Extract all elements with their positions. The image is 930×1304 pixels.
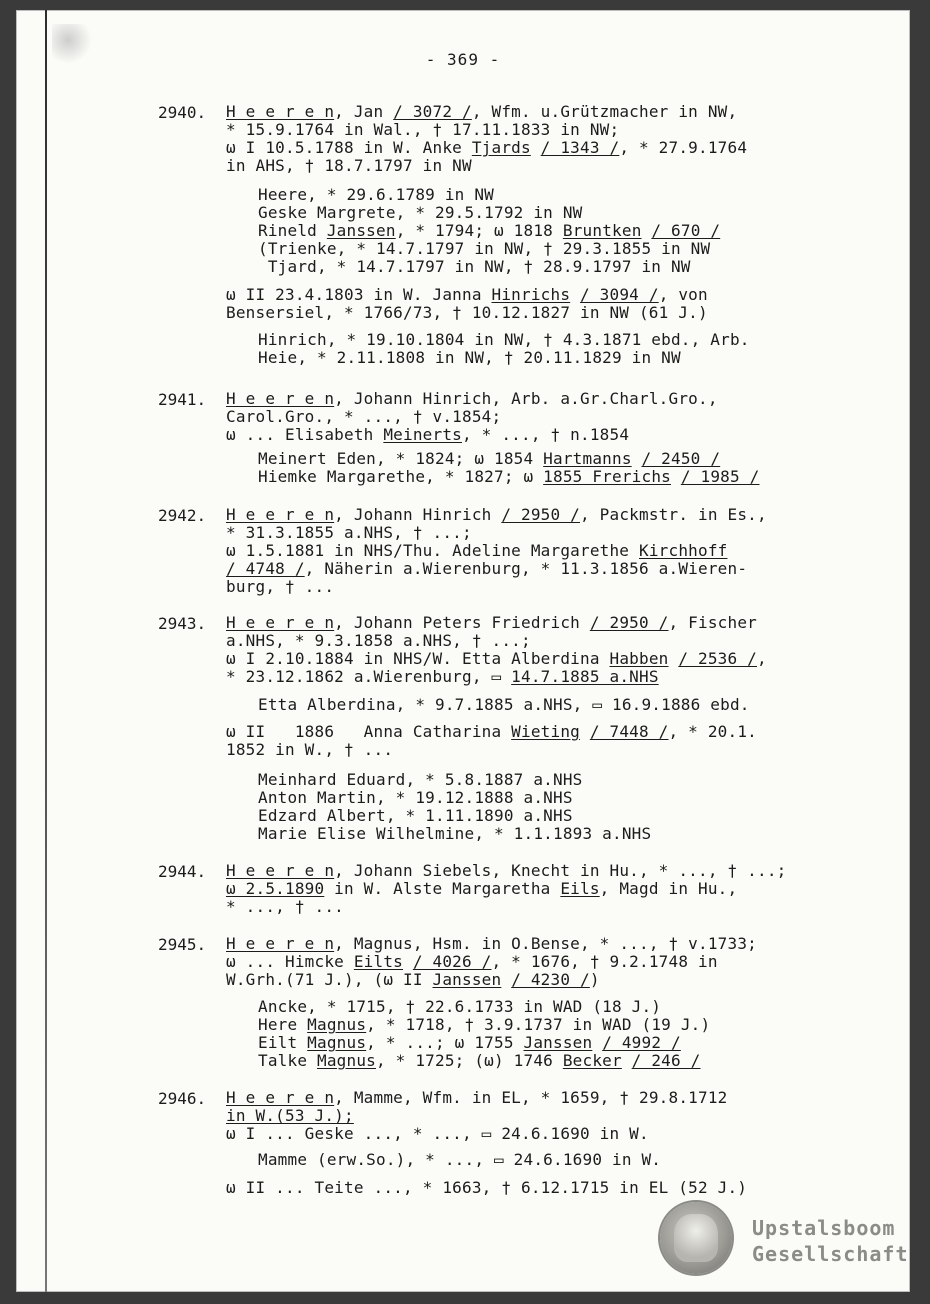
underlined-text: Magnus: [317, 1051, 376, 1070]
text-segment: Hiemke Margarethe, * 1827; ω: [258, 467, 544, 486]
child-line: [258, 1052, 701, 1070]
underlined-text: / 3094 /: [580, 285, 659, 304]
entry-line: [226, 953, 718, 971]
child-line: [258, 1034, 681, 1052]
entry-line: [226, 971, 600, 989]
text-segment: Heere, * 29.6.1789 in NW: [258, 185, 494, 204]
text-segment: [671, 467, 681, 486]
underlined-text: 14.7.1885 a.NHS: [511, 667, 659, 686]
entry-line: [226, 304, 708, 322]
text-segment: [668, 649, 678, 668]
text-segment: , Johann Hinrich: [334, 505, 502, 524]
entry-line: [226, 650, 767, 668]
text-segment: W.Grh.(71 J.), (ω II: [226, 970, 433, 989]
text-segment: Tjard, * 14.7.1797 in NW, † 28.9.1797 in NW: [258, 257, 691, 276]
underlined-text: Eils: [560, 879, 600, 898]
document-page: [16, 10, 910, 1292]
entry-line: [226, 1107, 354, 1125]
text-segment: ω ... Himcke: [226, 952, 354, 971]
entry-line: [226, 935, 757, 953]
entry-line: [226, 157, 472, 175]
text-segment: Carol.Gro., * ..., † v.1854;: [226, 407, 502, 426]
text-segment: ω II 23.4.1803 in W. Janna: [226, 285, 492, 304]
entry-line: [226, 632, 531, 650]
text-segment: [531, 138, 541, 157]
underlined-text: H e e r e n: [226, 1088, 335, 1107]
text-segment: , Jan: [334, 102, 394, 121]
text-segment: [622, 1051, 632, 1070]
underlined-text: Eilts: [353, 952, 403, 971]
underlined-text: / 2536 /: [678, 649, 757, 668]
text-segment: Meinert Eden, * 1824; ω 1854: [258, 449, 544, 468]
entry-line: [226, 524, 472, 542]
text-segment: [632, 449, 642, 468]
text-segment: ω II 1886 Anna Catharina: [226, 722, 512, 741]
entry-line: [226, 862, 786, 880]
text-segment: ω I ... Geske ..., * ..., ▭ 24.6.1690 in W.: [226, 1124, 649, 1143]
underlined-text: H e e r e n: [226, 861, 335, 880]
text-segment: , * 1718, † 3.9.1737 in WAD (19 J.): [366, 1015, 711, 1034]
entry-line: [226, 103, 737, 121]
child-line: [258, 222, 720, 240]
child-line: [258, 450, 720, 468]
text-segment: [592, 1033, 602, 1052]
underlined-text: / 2950 /: [501, 505, 581, 524]
entry-line: [226, 898, 344, 916]
text-segment: Etta Alberdina, * 9.7.1885 a.NHS, ▭ 16.9.1886 ebd.: [258, 695, 750, 714]
text-segment: , * ...; ω 1755: [366, 1033, 524, 1052]
child-line: [258, 1151, 661, 1169]
text-segment: , Packmstr. in Es.,: [580, 505, 767, 524]
text-segment: * 15.9.1764 in Wal., † 17.11.1833 in NW;: [226, 120, 620, 139]
society-seal-icon: [660, 1202, 732, 1274]
text-segment: Mamme (erw.So.), * ..., ▭ 24.6.1690 in W.: [258, 1150, 662, 1169]
underlined-text: H e e r e n: [226, 505, 335, 524]
text-segment: (Trienke, * 14.7.1797 in NW, † 29.3.1855 in NW: [258, 239, 711, 258]
text-segment: Edzard Albert, * 1.11.1890 a.NHS: [258, 806, 573, 825]
child-line: [258, 258, 691, 276]
entry-line: [226, 139, 747, 157]
entry-line: [226, 542, 727, 560]
text-segment: * 31.3.1855 a.NHS, † ...;: [226, 523, 472, 542]
child-line: [258, 771, 582, 789]
text-segment: Eilt: [258, 1033, 308, 1052]
text-segment: , * 20.1.: [668, 722, 758, 741]
text-segment: ω II ... Teite ..., * 1663, † 6.12.1715 in EL (52 J.): [226, 1178, 748, 1197]
text-segment: , * ..., † n.1854: [462, 425, 630, 444]
underlined-text: / 4230 /: [511, 970, 590, 989]
text-segment: Bensersiel, * 1766/73, † 10.12.1827 in NW (61 J.): [226, 303, 708, 322]
underlined-text: / 1985 /: [680, 467, 760, 486]
text-segment: Here: [258, 1015, 308, 1034]
entry-number: 2944.: [158, 862, 207, 881]
underlined-text: / 4748 /: [226, 559, 305, 578]
text-segment: in W. Alste Margaretha: [324, 879, 561, 898]
underlined-text: H e e r e n: [226, 389, 335, 408]
text-segment: a.NHS, * 9.3.1858 a.NHS, † ...;: [226, 631, 531, 650]
entry-number: 2940.: [158, 103, 207, 122]
text-segment: ω I 2.10.1884 in NHS/W. Etta Alberdina: [226, 649, 610, 668]
underlined-text: Wieting: [511, 722, 580, 741]
text-segment: Geske Margrete, * 29.5.1792 in NW: [258, 203, 583, 222]
underlined-text: H e e r e n: [226, 102, 335, 121]
text-segment: [403, 952, 413, 971]
entry-line: [226, 578, 334, 596]
entry-line: [226, 560, 747, 578]
text-segment: ): [589, 970, 600, 989]
text-segment: Marie Elise Wilhelmine, * 1.1.1893 a.NHS: [258, 824, 652, 843]
underlined-text: / 2950 /: [589, 613, 669, 632]
child-line: [258, 204, 582, 222]
text-segment: Heie, * 2.11.1808 in NW, † 20.11.1829 in NW: [258, 348, 681, 367]
text-segment: [580, 722, 590, 741]
text-segment: ω ... Elisabeth: [226, 425, 384, 444]
child-line: [258, 789, 573, 807]
watermark-line-2: Gesellschaft: [752, 1242, 909, 1266]
text-segment: , Magnus, Hsm. in O.Bense, * ..., † v.1733;: [334, 934, 757, 953]
underlined-text: Janssen: [432, 970, 502, 989]
underlined-text: Meinerts: [383, 425, 462, 444]
underlined-text: Kirchhoff: [638, 541, 728, 560]
text-segment: ω 1.5.1881 in NHS/Thu. Adeline Margarethe: [226, 541, 639, 560]
child-line: [258, 696, 750, 714]
underlined-text: 1855 Frerichs: [543, 467, 671, 486]
text-segment: , Johann Hinrich, Arb. a.Gr.Charl.Gro.,: [334, 389, 718, 408]
entry-number: 2946.: [158, 1089, 207, 1108]
entry-number: 2942.: [158, 506, 207, 525]
entry-number: 2943.: [158, 614, 207, 633]
entry-line: [226, 506, 767, 524]
entry-line: [226, 741, 393, 759]
text-segment: , Fischer: [668, 613, 757, 632]
text-segment: , * 1725; (ω) 1746: [376, 1051, 563, 1070]
entry-line: [226, 723, 757, 741]
child-line: [258, 807, 573, 825]
text-segment: burg, † ...: [226, 577, 335, 596]
entry-line: [226, 668, 659, 686]
underlined-text: / 4026 /: [412, 952, 492, 971]
text-segment: , von: [658, 285, 708, 304]
underlined-text: / 1343 /: [540, 138, 620, 157]
text-segment: Ancke, * 1715, † 22.6.1733 in WAD (18 J.): [258, 997, 662, 1016]
underlined-text: Becker: [562, 1051, 622, 1070]
entry-line: [226, 408, 501, 426]
text-segment: , Johann Siebels, Knecht in Hu., * ..., † ...;: [334, 861, 787, 880]
entry-number: 2945.: [158, 935, 207, 954]
underlined-text: / 670 /: [651, 221, 721, 240]
entry-line: [226, 1089, 727, 1107]
entry-line: [226, 1125, 649, 1143]
underlined-text: Magnus: [307, 1033, 367, 1052]
underlined-text: Janssen: [326, 221, 396, 240]
child-line: [258, 186, 494, 204]
entry-line: [226, 426, 629, 444]
entry-line: [226, 121, 619, 139]
underlined-text: Bruntken: [562, 221, 642, 240]
underlined-text: H e e r e n: [226, 934, 335, 953]
underlined-text: in W.(53 J.);: [226, 1106, 354, 1125]
child-line: [258, 825, 651, 843]
text-segment: [501, 970, 511, 989]
child-line: [258, 331, 750, 349]
underlined-text: / 4992 /: [602, 1033, 681, 1052]
text-segment: * ..., † ...: [226, 897, 344, 916]
text-segment: [642, 221, 652, 240]
underlined-text: / 2450 /: [641, 449, 721, 468]
text-segment: Anton Martin, * 19.12.1888 a.NHS: [258, 788, 573, 807]
child-line: [258, 349, 681, 367]
text-segment: , Näherin a.Wierenburg, * 11.3.1856 a.Wieren-: [304, 559, 748, 578]
text-segment: Rineld: [258, 221, 327, 240]
text-segment: Talke: [258, 1051, 317, 1070]
underlined-text: Magnus: [307, 1015, 367, 1034]
text-segment: [570, 285, 580, 304]
text-segment: Meinhard Eduard, * 5.8.1887 a.NHS: [258, 770, 583, 789]
child-line: [258, 998, 661, 1016]
text-segment: , * 27.9.1764: [619, 138, 748, 157]
underlined-text: Hinrichs: [491, 285, 571, 304]
underlined-text: ω 2.5.1890: [226, 879, 325, 898]
watermark-line-1: Upstalsboom: [752, 1216, 896, 1240]
text-segment: , * 1794; ω 1818: [395, 221, 563, 240]
text-segment: , Johann Peters Friedrich: [334, 613, 590, 632]
child-line: [258, 468, 760, 486]
underlined-text: / 3072 /: [393, 102, 472, 121]
underlined-text: H e e r e n: [226, 613, 335, 632]
page-number: - 369 -: [425, 50, 501, 69]
entry-line: [226, 286, 708, 304]
entry-line: [226, 390, 718, 408]
entry-line: [226, 1179, 747, 1197]
text-segment: * 23.12.1862 a.Wierenburg, ▭: [226, 667, 512, 686]
text-segment: , Mamme, Wfm. in EL, * 1659, † 29.8.1712: [334, 1088, 728, 1107]
underlined-text: / 7448 /: [589, 722, 669, 741]
text-segment: , Magd in Hu.,: [599, 879, 738, 898]
text-segment: 1852 in W., † ...: [226, 740, 394, 759]
child-line: [258, 240, 710, 258]
text-segment: , Wfm. u.Grützmacher in NW,: [471, 102, 738, 121]
underlined-text: / 246 /: [631, 1051, 701, 1070]
text-segment: in AHS, † 18.7.1797 in NW: [226, 156, 472, 175]
entry-line: [226, 614, 757, 632]
text-segment: ω I 10.5.1788 in W. Anke: [226, 138, 472, 157]
underlined-text: Habben: [609, 649, 669, 668]
underlined-text: Hartmanns: [543, 449, 632, 468]
text-segment: Hinrich, * 19.10.1804 in NW, † 4.3.1871 ebd., Arb.: [258, 330, 750, 349]
entry-line: [226, 880, 737, 898]
child-line: [258, 1016, 710, 1034]
underlined-text: Janssen: [523, 1033, 593, 1052]
underlined-text: Tjards: [471, 138, 531, 157]
text-segment: , * 1676, † 9.2.1748 in: [491, 952, 718, 971]
text-segment: ,: [757, 649, 767, 668]
entry-number: 2941.: [158, 390, 207, 409]
